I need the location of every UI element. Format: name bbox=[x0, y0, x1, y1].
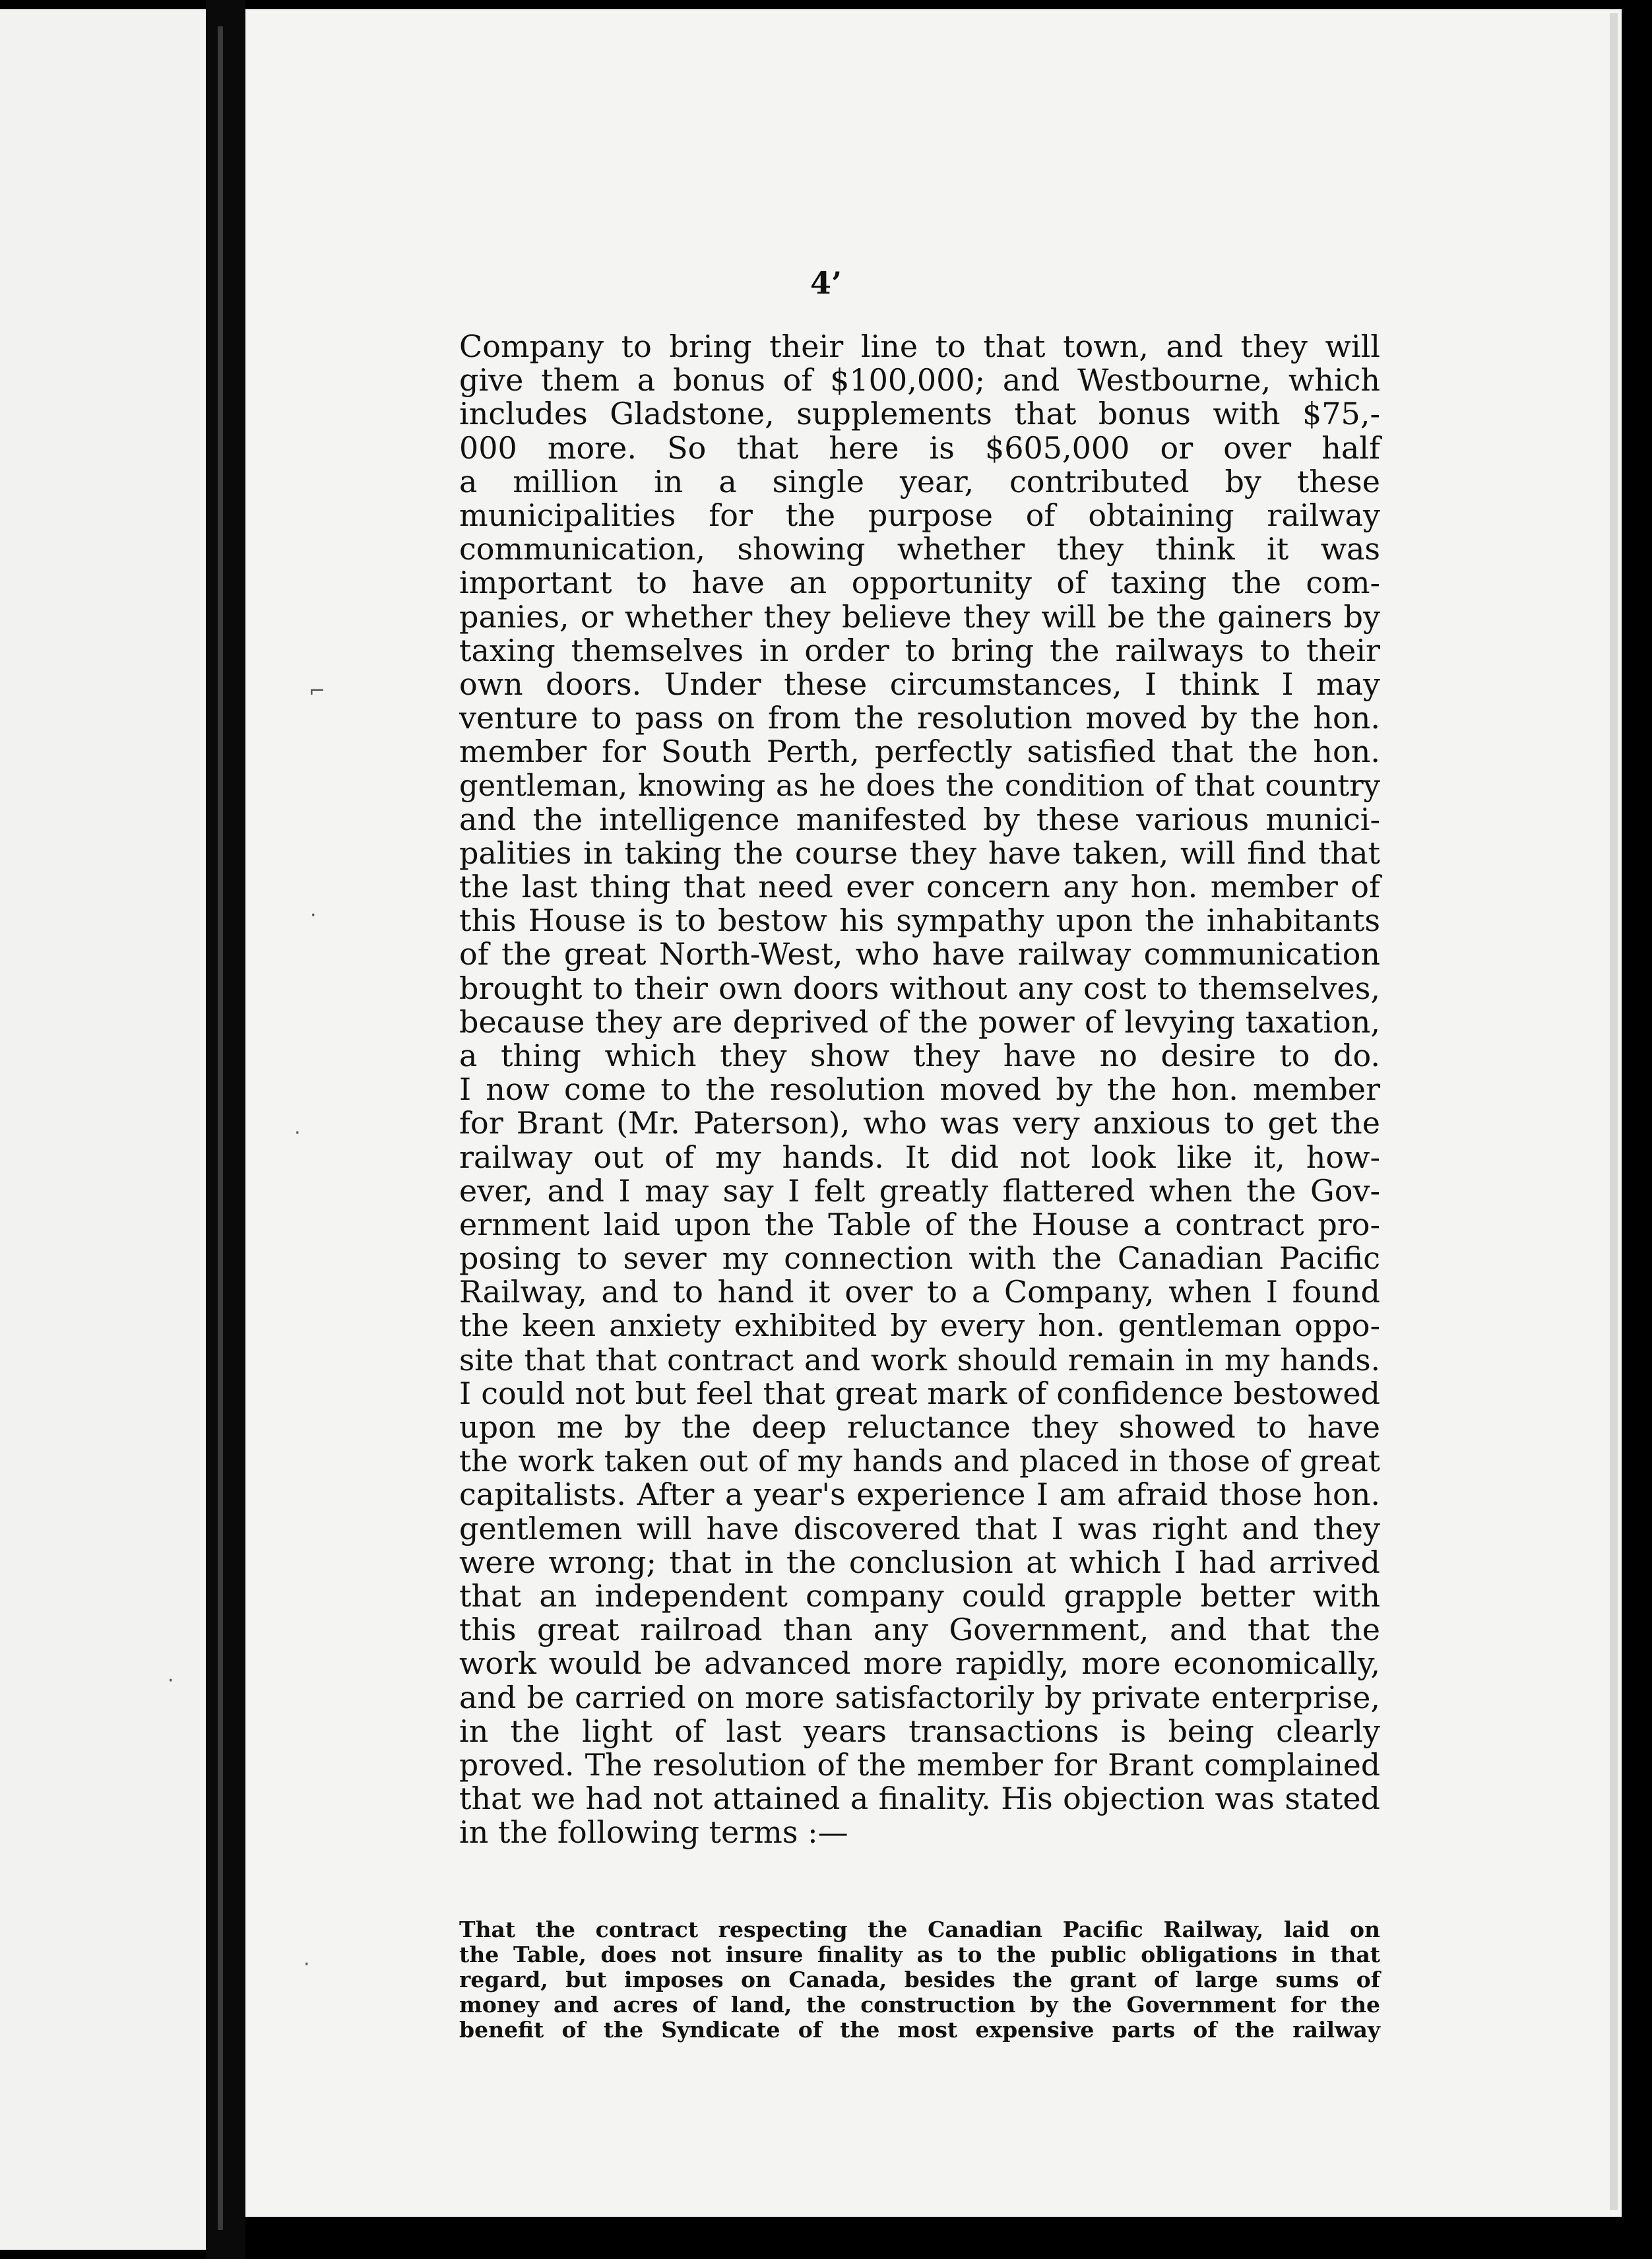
page-edge bbox=[1610, 13, 1618, 2210]
quote-line: money and acres of land, the construction by the Government for the bbox=[459, 1992, 1380, 2018]
body-line: ever, and I may say I felt greatly flattered when the Gov- bbox=[459, 1172, 1380, 1209]
body-line: gentleman, knowing as he does the condition of that country bbox=[459, 768, 1380, 804]
body-line: important to have an opportunity of taxing the com- bbox=[459, 565, 1380, 601]
body-line: member for South Perth, perfectly satisfied that the hon. bbox=[459, 734, 1380, 770]
quote-line: benefit of the Syndicate of the most expensive parts of the railway bbox=[459, 2017, 1380, 2043]
body-line: I now come to the resolution moved by the hon. member bbox=[459, 1071, 1380, 1108]
body-line: Company to bring their line to that town, and they will bbox=[459, 329, 1380, 364]
body-line: site that that contract and work should remain in my hands. bbox=[459, 1342, 1380, 1378]
margin-mark: · bbox=[303, 1953, 310, 1976]
body-line: in the following terms :— bbox=[459, 1814, 848, 1851]
body-line: and the intelligence manifested by these various munici- bbox=[459, 801, 1380, 837]
margin-mark: · bbox=[294, 1122, 301, 1145]
quote-line: the Table, does not insure finality as to the public obligations in that bbox=[459, 1942, 1380, 1967]
body-line: this great railroad than any Government, and that the bbox=[459, 1612, 1380, 1648]
body-line: for Brant (Mr. Paterson), who was very anxious to get the bbox=[459, 1105, 1380, 1141]
body-line: in the light of last years transactions is being clearly bbox=[459, 1713, 1380, 1749]
body-line: railway out of my hands. It did not look like it, how- bbox=[459, 1139, 1380, 1175]
body-line: upon me by the deep reluctance they showed to have bbox=[459, 1409, 1380, 1445]
body-line: capitalists. After a year's experience I am afraid those hon. bbox=[459, 1477, 1380, 1513]
body-line: palities in taking the course they have taken, will find that bbox=[459, 835, 1380, 871]
body-line: municipalities for the purpose of obtaining railway bbox=[459, 497, 1380, 533]
body-line: venture to pass on from the resolution moved by the hon. bbox=[459, 700, 1380, 736]
body-line: the keen anxiety exhibited by every hon. gentleman oppo- bbox=[459, 1308, 1380, 1344]
body-line: that we had not attained a finality. His objection was stated bbox=[459, 1781, 1380, 1817]
body-line: I could not but feel that great mark of confidence bestowed bbox=[459, 1375, 1380, 1411]
body-line: give them a bonus of $100,000; and Westbourne, which bbox=[459, 362, 1380, 398]
body-line: gentlemen will have discovered that I was right and they bbox=[459, 1510, 1380, 1546]
body-line: and be carried on more satisfactorily by private enterprise, bbox=[459, 1679, 1380, 1715]
quoted-resolution bbox=[459, 1917, 1380, 2043]
body-line: Railway, and to hand it over to a Company, when I found bbox=[459, 1274, 1380, 1310]
book-gutter bbox=[206, 0, 245, 2259]
body-line: communication, showing whether they think it was bbox=[459, 531, 1380, 567]
body-line: of the great North-West, who have railway communication bbox=[459, 936, 1380, 972]
body-line: were wrong; that in the conclusion at which I had arrived bbox=[459, 1544, 1380, 1580]
body-line: 000 more. So that here is $605,000 or over half bbox=[459, 430, 1380, 466]
body-line: own doors. Under these circumstances, I think I may bbox=[459, 666, 1380, 702]
body-line: brought to their own doors without any cost to themselves, bbox=[459, 970, 1380, 1006]
body-line: a thing which they show they have no desire to do. bbox=[459, 1037, 1380, 1073]
body-line: this House is to bestow his sympathy upon the inhabitants bbox=[459, 903, 1380, 939]
margin-mark: ⌐ bbox=[309, 680, 326, 703]
body-line: because they are deprived of the power of levying taxation, bbox=[459, 1003, 1380, 1040]
quote-line: regard, but imposes on Canada, besides the grant of large sums of bbox=[459, 1967, 1380, 1992]
body-line: panies, or whether they believe they will be the gainers by bbox=[459, 598, 1380, 635]
body-line: posing to sever my connection with the Canadian Pacific bbox=[459, 1240, 1380, 1277]
margin-mark: · bbox=[168, 1669, 174, 1692]
quote-line: That the contract respecting the Canadian Pacific Railway, laid on bbox=[459, 1917, 1380, 1942]
body-line: the work taken out of my hands and placed in those of great bbox=[459, 1444, 1380, 1479]
margin-mark: · bbox=[310, 904, 317, 927]
body-line: includes Gladstone, supplements that bonus with $75,- bbox=[459, 396, 1380, 432]
body-line: proved. The resolution of the member for Brant complained bbox=[459, 1747, 1380, 1783]
left-page bbox=[0, 9, 206, 2250]
body-line: taxing themselves in order to bring the railways to their bbox=[459, 632, 1380, 668]
body-line: that an independent company could grapple better with bbox=[459, 1577, 1380, 1614]
spine-line bbox=[218, 26, 223, 2230]
body-text bbox=[459, 330, 1380, 1849]
body-line: work would be advanced more rapidly, more economically, bbox=[459, 1645, 1380, 1682]
body-line: a million in a single year, contributed by these bbox=[459, 463, 1380, 499]
body-line: the last thing that need ever concern any hon. member of bbox=[459, 869, 1380, 905]
page-number: 4’ bbox=[810, 265, 842, 301]
body-line: ernment laid upon the Table of the House a contract pro- bbox=[459, 1206, 1380, 1242]
